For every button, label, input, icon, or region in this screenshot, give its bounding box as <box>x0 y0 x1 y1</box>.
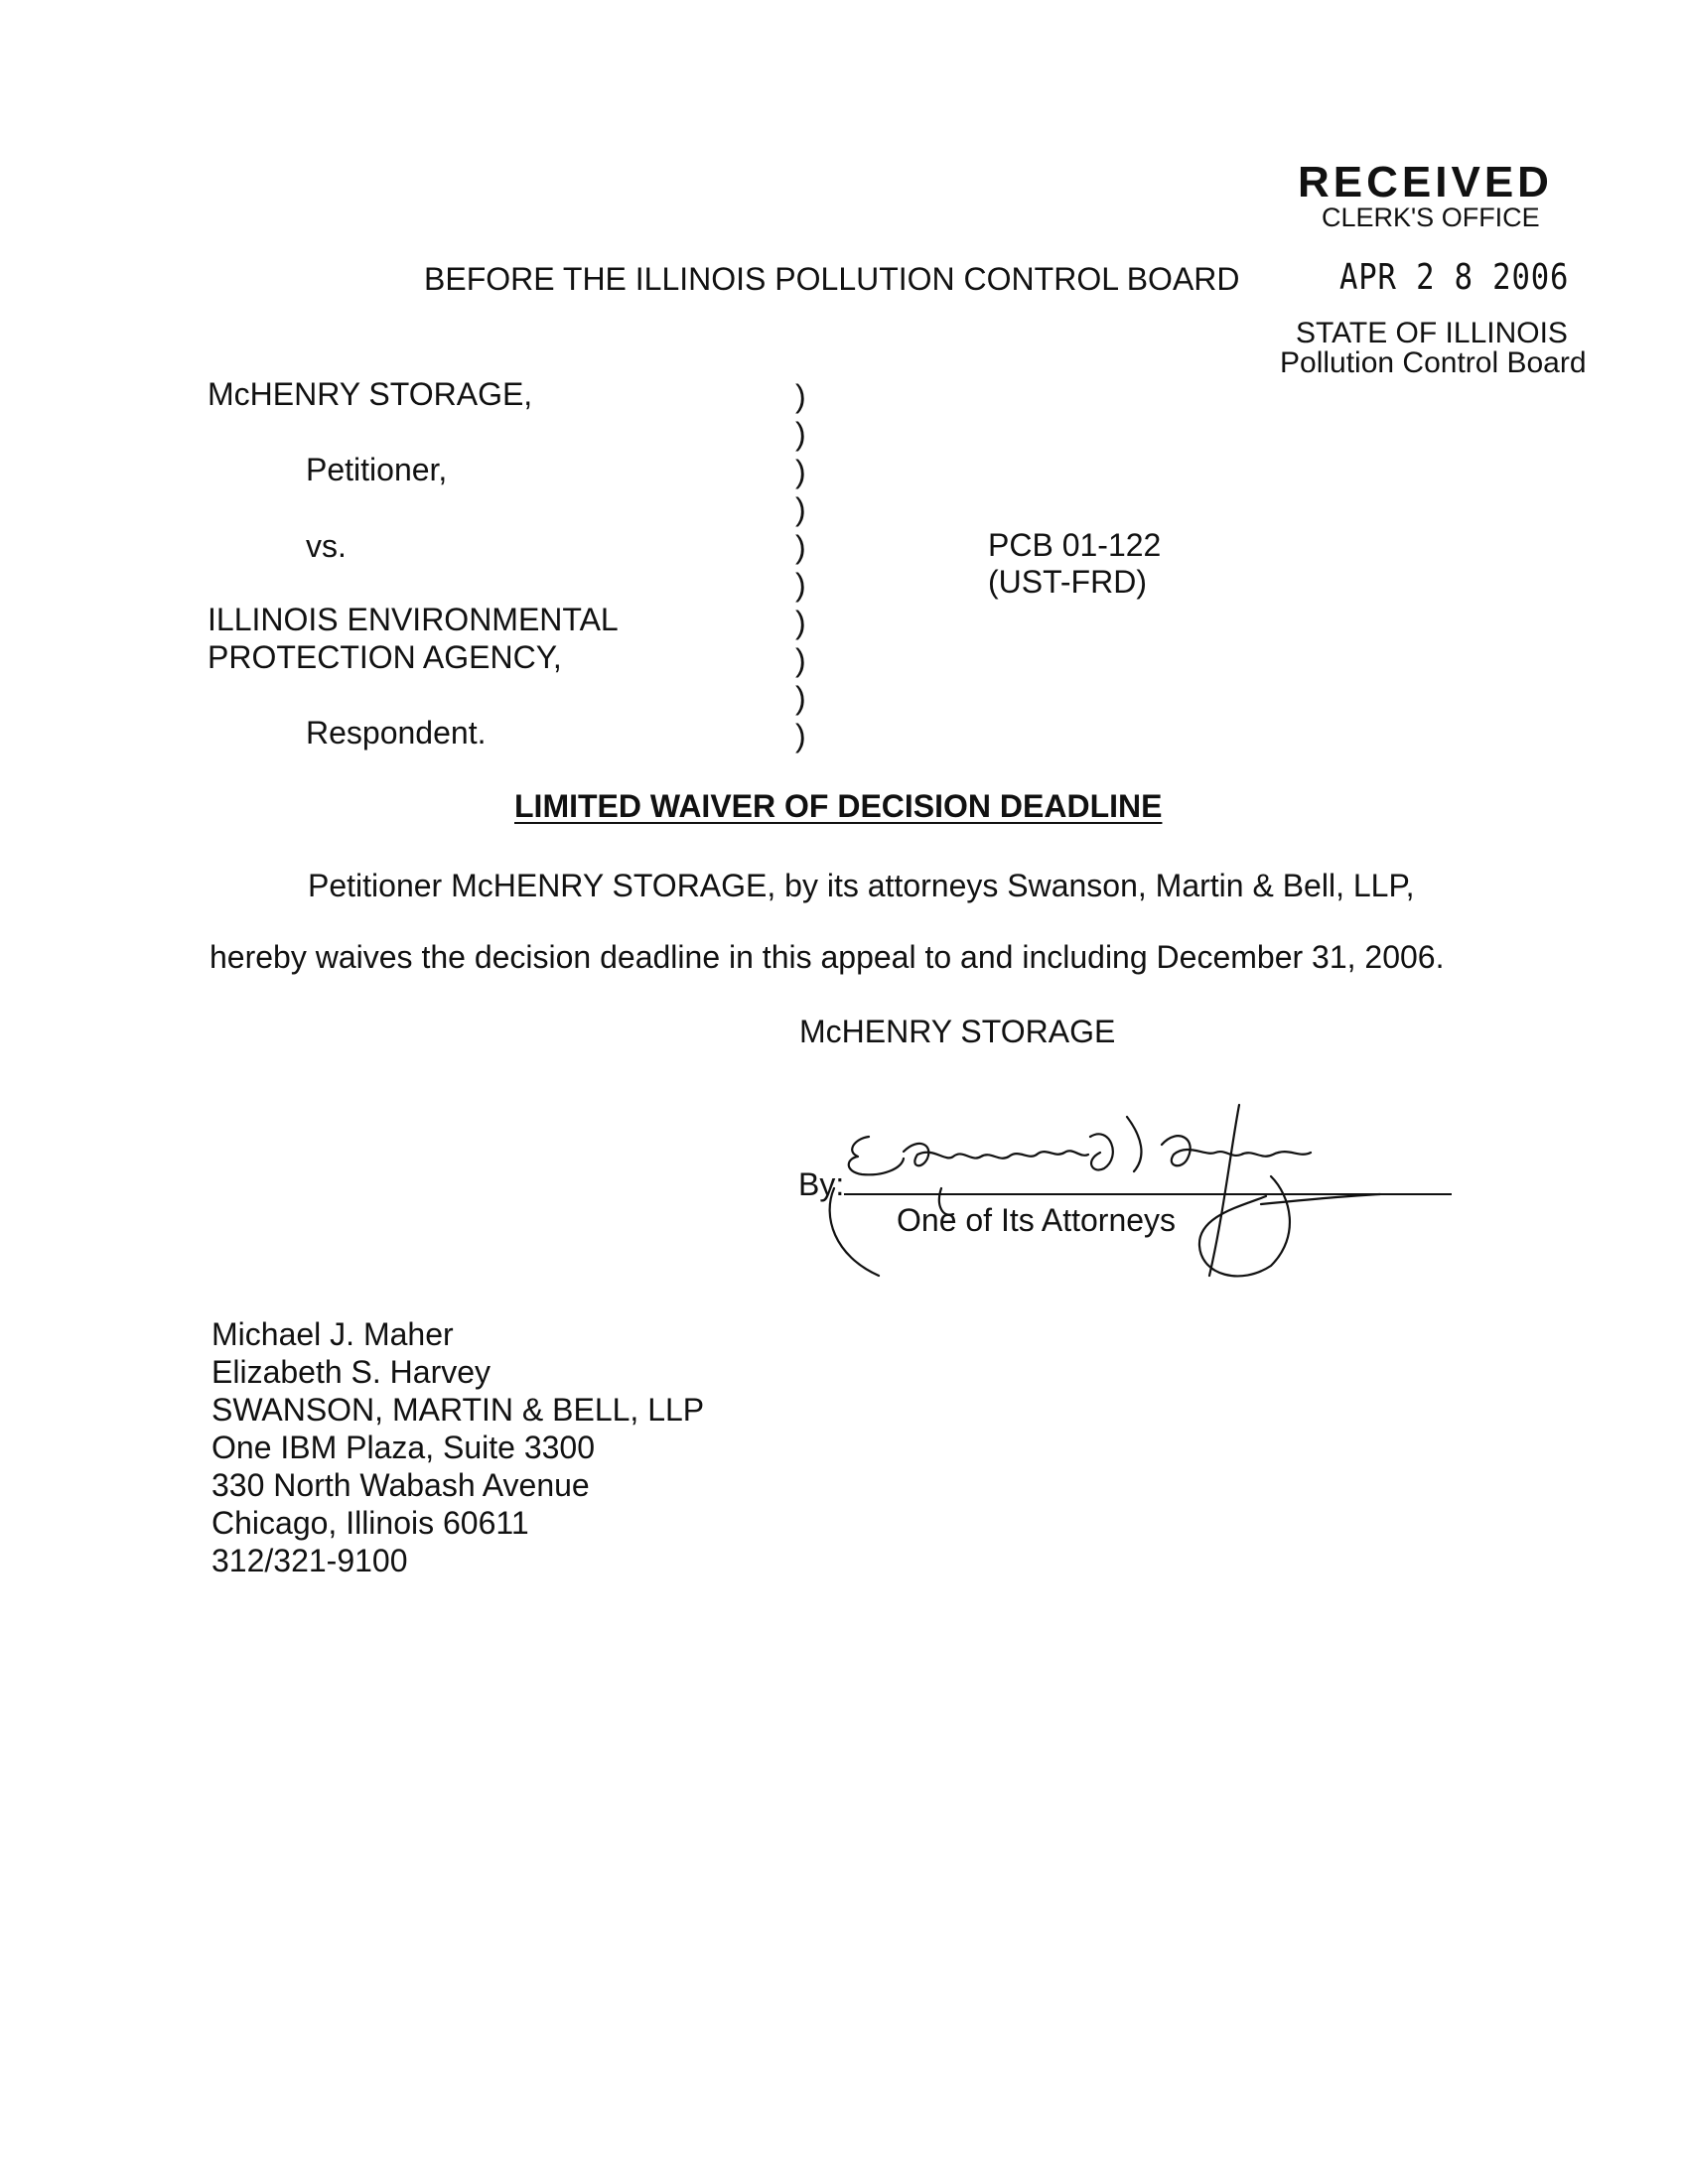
signature-caption: One of Its Attorneys <box>897 1202 1177 1238</box>
caption-paren: ) <box>795 378 806 414</box>
respondent-name-line-1: ILLINOIS ENVIRONMENTAL <box>208 602 619 637</box>
petitioner-role: Petitioner, <box>306 452 448 487</box>
stamp-state: STATE OF ILLINOIS <box>1296 317 1568 349</box>
petitioner-name: McHENRY STORAGE, <box>208 376 533 412</box>
contact-line: Michael J. Maher <box>211 1316 454 1352</box>
body-line-1: Petitioner McHENRY STORAGE, by its attorneys Swanson, Martin & Bell, LLP, <box>308 868 1415 903</box>
caption-parens <box>795 377 806 754</box>
by-label: By: <box>798 1166 845 1202</box>
case-number: PCB 01-122 <box>988 527 1162 563</box>
court-heading: BEFORE THE ILLINOIS POLLUTION CONTROL BOARD <box>424 261 1240 297</box>
case-type: (UST-FRD) <box>988 564 1147 600</box>
attorney-contact-block <box>211 1315 704 1579</box>
contact-line: Chicago, Illinois 60611 <box>211 1505 529 1541</box>
document-title: LIMITED WAIVER OF DECISION DEADLINE <box>514 788 1163 824</box>
contact-line: SWANSON, MARTIN & BELL, LLP <box>211 1392 705 1428</box>
caption-paren: ) <box>795 416 806 452</box>
caption-paren: ) <box>795 454 806 489</box>
contact-line: Elizabeth S. Harvey <box>211 1354 491 1390</box>
caption-paren: ) <box>795 529 806 565</box>
caption-paren: ) <box>795 605 806 640</box>
respondent-role: Respondent. <box>306 715 487 751</box>
caption-paren: ) <box>795 718 806 753</box>
contact-line: 330 North Wabash Avenue <box>211 1467 590 1503</box>
caption-paren: ) <box>795 642 806 678</box>
stamp-clerks-office: CLERK'S OFFICE <box>1322 203 1540 232</box>
caption-paren: ) <box>795 491 806 527</box>
caption-paren: ) <box>795 567 806 603</box>
contact-line: 312/321-9100 <box>211 1543 408 1578</box>
contact-line: One IBM Plaza, Suite 3300 <box>211 1430 595 1465</box>
respondent-name-line-2: PROTECTION AGENCY, <box>208 639 562 675</box>
stamp-date: APR 2 8 2006 <box>1339 257 1570 298</box>
stamp-received: RECEIVED <box>1298 158 1553 206</box>
signing-party: McHENRY STORAGE <box>799 1014 1116 1049</box>
caption-paren: ) <box>795 680 806 716</box>
stamp-board: Pollution Control Board <box>1280 346 1587 379</box>
body-line-2: hereby waives the decision deadline in this appeal to and including December 31, 2006. <box>210 939 1445 975</box>
handwritten-signature <box>824 1097 1420 1296</box>
versus-label: vs. <box>306 528 347 564</box>
